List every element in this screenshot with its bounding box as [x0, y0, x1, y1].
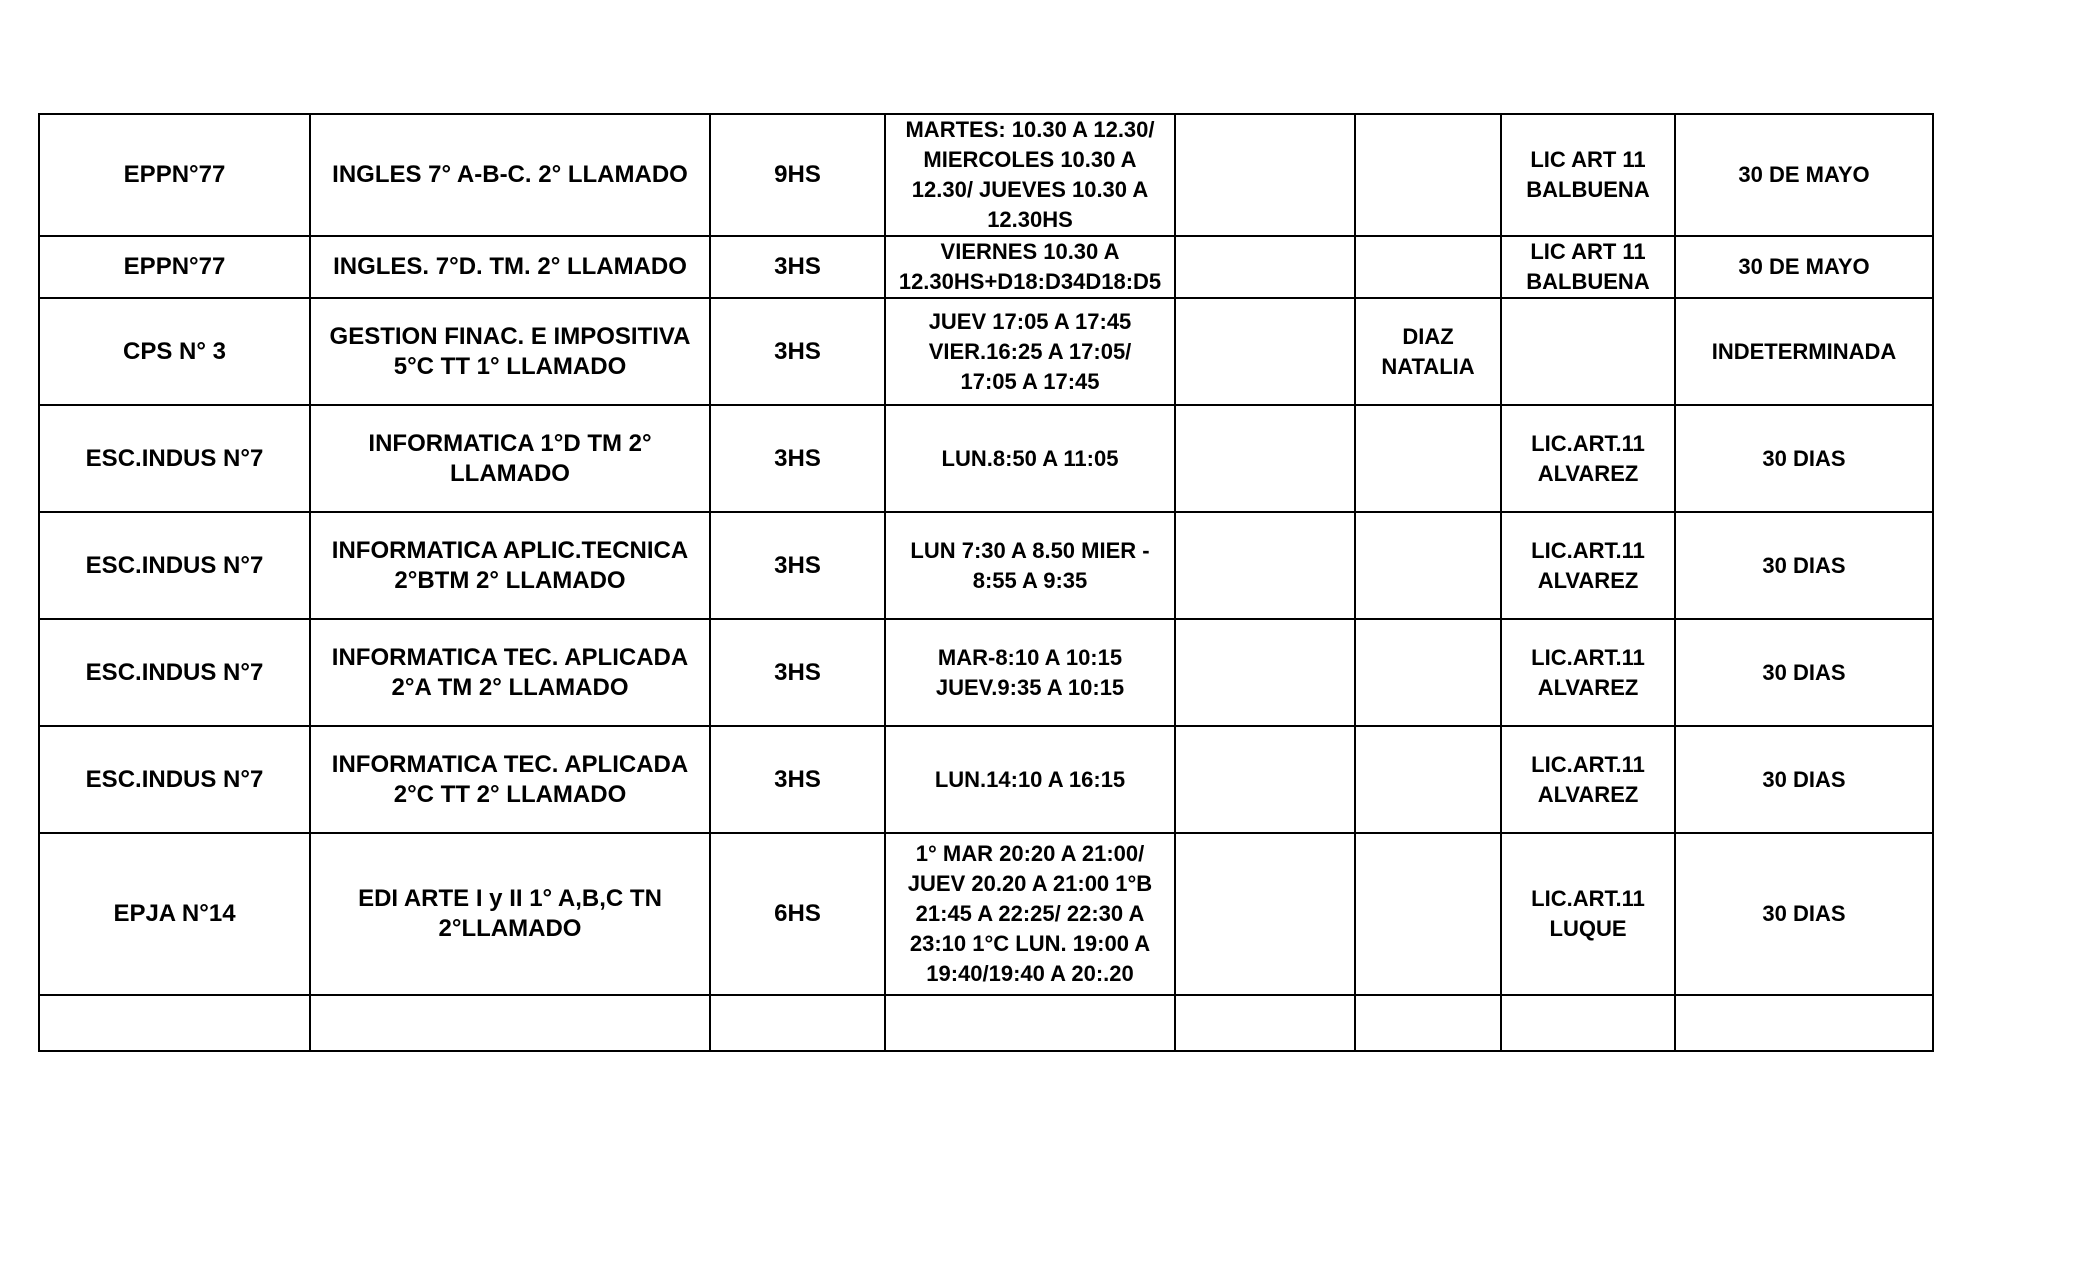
teacher-cell [1355, 512, 1501, 619]
reason-cell: LIC ART 11 BALBUENA [1501, 114, 1675, 236]
table-row [39, 236, 1933, 298]
table-row [39, 298, 1933, 405]
hours-cell: 3HS [710, 405, 885, 512]
hours-cell: 6HS [710, 833, 885, 995]
table-row [39, 726, 1933, 833]
reason-cell: LIC.ART.11 ALVAREZ [1501, 726, 1675, 833]
reason-cell: LIC ART 11 BALBUENA [1501, 236, 1675, 298]
teacher-cell: DIAZ NATALIA [1355, 298, 1501, 405]
reason-cell: LIC.ART.11 ALVAREZ [1501, 512, 1675, 619]
schedule-cell: MARTES: 10.30 A 12.30/ MIERCOLES 10.30 A 12.30/ JUEVES 10.30 A 12.30HS [885, 114, 1175, 236]
reason-cell: LIC.ART.11 ALVAREZ [1501, 405, 1675, 512]
teacher-cell [1355, 619, 1501, 726]
school-cell: CPS N° 3 [39, 298, 310, 405]
hours-cell: 3HS [710, 512, 885, 619]
reason-cell [1501, 995, 1675, 1051]
school-cell [39, 995, 310, 1051]
empty-cell [1175, 298, 1355, 405]
hours-cell: 3HS [710, 236, 885, 298]
duration-cell: 30 DE MAYO [1675, 236, 1933, 298]
schedule-cell: JUEV 17:05 A 17:45 VIER.16:25 A 17:05/ 17:05 A 17:45 [885, 298, 1175, 405]
schedule-cell: LUN 7:30 A 8.50 MIER - 8:55 A 9:35 [885, 512, 1175, 619]
school-cell: EPPN°77 [39, 114, 310, 236]
hours-cell: 3HS [710, 726, 885, 833]
table-row [39, 619, 1933, 726]
school-cell: EPPN°77 [39, 236, 310, 298]
empty-cell [1175, 405, 1355, 512]
table-row [39, 995, 1933, 1051]
school-cell: ESC.INDUS N°7 [39, 512, 310, 619]
duration-cell: 30 DIAS [1675, 619, 1933, 726]
hours-cell: 3HS [710, 619, 885, 726]
empty-cell [1175, 114, 1355, 236]
subject-cell: INFORMATICA TEC. APLICADA 2°A TM 2° LLAMADO [310, 619, 710, 726]
subject-cell: INFORMATICA TEC. APLICADA 2°C TT 2° LLAMADO [310, 726, 710, 833]
duration-cell: 30 DE MAYO [1675, 114, 1933, 236]
table-row [39, 405, 1933, 512]
reason-cell [1501, 298, 1675, 405]
empty-cell [1175, 995, 1355, 1051]
table-row [39, 833, 1933, 995]
schedule-cell [885, 995, 1175, 1051]
subject-cell: GESTION FINAC. E IMPOSITIVA 5°C TT 1° LLAMADO [310, 298, 710, 405]
empty-cell [1175, 619, 1355, 726]
subject-cell: INFORMATICA 1°D TM 2° LLAMADO [310, 405, 710, 512]
teacher-cell [1355, 833, 1501, 995]
subject-cell [310, 995, 710, 1051]
hours-cell: 9HS [710, 114, 885, 236]
school-cell: ESC.INDUS N°7 [39, 405, 310, 512]
schedule-table [38, 113, 1934, 1052]
table-row [39, 512, 1933, 619]
schedule-cell: 1° MAR 20:20 A 21:00/ JUEV 20.20 A 21:00 1°B 21:45 A 22:25/ 22:30 A 23:10 1°C LUN. 19:00 A 19:40/19:40 A 20:.20 [885, 833, 1175, 995]
table-row [39, 114, 1933, 236]
subject-cell: INFORMATICA APLIC.TECNICA 2°BTM 2° LLAMADO [310, 512, 710, 619]
schedule-cell: LUN.14:10 A 16:15 [885, 726, 1175, 833]
teacher-cell [1355, 236, 1501, 298]
teacher-cell [1355, 405, 1501, 512]
empty-cell [1175, 726, 1355, 833]
teacher-cell [1355, 995, 1501, 1051]
reason-cell: LIC.ART.11 LUQUE [1501, 833, 1675, 995]
schedule-cell: VIERNES 10.30 A 12.30HS+D18:D34D18:D5 [885, 236, 1175, 298]
subject-cell: INGLES. 7°D. TM. 2° LLAMADO [310, 236, 710, 298]
schedule-cell: MAR-8:10 A 10:15 JUEV.9:35 A 10:15 [885, 619, 1175, 726]
duration-cell [1675, 995, 1933, 1051]
subject-cell: INGLES 7° A-B-C. 2° LLAMADO [310, 114, 710, 236]
duration-cell: 30 DIAS [1675, 726, 1933, 833]
school-cell: ESC.INDUS N°7 [39, 619, 310, 726]
duration-cell: 30 DIAS [1675, 512, 1933, 619]
hours-cell [710, 995, 885, 1051]
reason-cell: LIC.ART.11 ALVAREZ [1501, 619, 1675, 726]
hours-cell: 3HS [710, 298, 885, 405]
duration-cell: 30 DIAS [1675, 833, 1933, 995]
schedule-cell: LUN.8:50 A 11:05 [885, 405, 1175, 512]
teacher-cell [1355, 726, 1501, 833]
subject-cell: EDI ARTE I y II 1° A,B,C TN 2°LLAMADO [310, 833, 710, 995]
school-cell: ESC.INDUS N°7 [39, 726, 310, 833]
duration-cell: 30 DIAS [1675, 405, 1933, 512]
teacher-cell [1355, 114, 1501, 236]
empty-cell [1175, 512, 1355, 619]
duration-cell: INDETERMINADA [1675, 298, 1933, 405]
empty-cell [1175, 236, 1355, 298]
school-cell: EPJA N°14 [39, 833, 310, 995]
empty-cell [1175, 833, 1355, 995]
